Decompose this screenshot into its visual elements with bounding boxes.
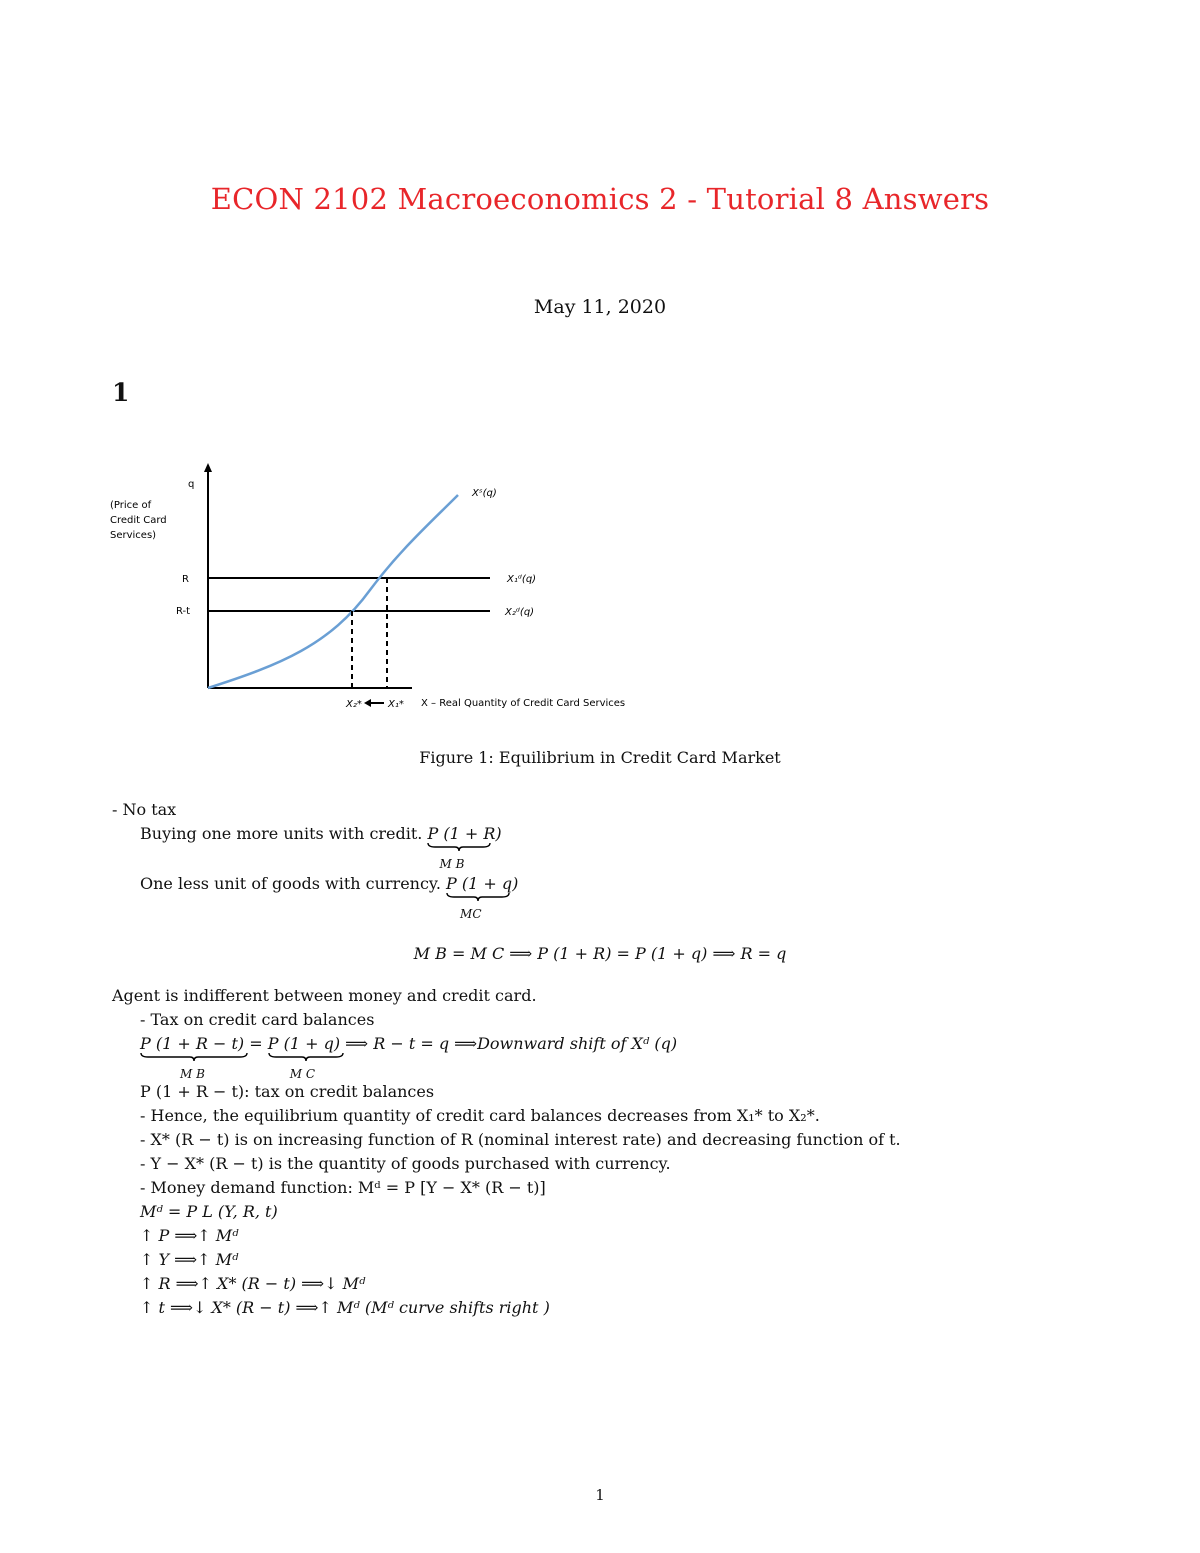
tax-mc-expression — [267, 1034, 341, 1081]
x-axis-label: X – Real Quantity of Credit Card Services — [421, 698, 626, 709]
supply-curve — [208, 495, 458, 688]
tax-equals: = — [244, 1034, 268, 1053]
mc-line — [140, 874, 519, 921]
tick-label-r-minus-t: R-t — [176, 606, 191, 617]
mc-underbrace-label: MC — [460, 907, 482, 921]
mb-math: P (1 + R) — [427, 824, 502, 843]
mb-underbrace-label: M B — [439, 857, 465, 871]
equilibrium-equation: M B = M C ⟹ P (1 + R) = P (1 + q) ⟹ R = q — [413, 944, 787, 963]
document-date: May 11, 2020 — [533, 296, 667, 318]
y-axis-label-line3: Credit Card — [110, 515, 167, 526]
income-effect-line: ↑ Y ⟹↑ Mᵈ — [140, 1250, 239, 1269]
mc-line-text: One less unit of goods with currency. — [140, 874, 441, 893]
tax-result: ⟹ R − t = q ⟹Downward shift of Xᵈ (q) — [340, 1034, 678, 1053]
mb-underbrace — [427, 842, 491, 852]
mc-underbrace — [446, 892, 510, 902]
mc-math: P (1 + q) — [446, 874, 519, 893]
tax-mc-label: M C — [289, 1067, 316, 1081]
increasing-function-line: - X* (R − t) is on increasing function of R (nominal interest rate) and decreasing function of t. — [140, 1130, 901, 1149]
md-function-line: Mᵈ = P L (Y, R, t) — [140, 1202, 278, 1221]
section-heading: 1 — [112, 378, 130, 407]
currency-goods-line: - Y − X* (R − t) is the quantity of goods purchased with currency. — [140, 1154, 671, 1173]
y-axis-label-q: q — [188, 479, 195, 490]
y-axis-label-line2: (Price of — [110, 500, 152, 511]
x1-star-label: X₁* — [388, 699, 404, 710]
credit-card-market-figure — [100, 455, 660, 715]
money-demand-line: - Money demand function: Mᵈ = P [Y − X* (R − t)] — [140, 1178, 546, 1197]
tax-mb-math: P (1 + R − t) — [140, 1034, 245, 1053]
supply-curve-label: Xˢ(q) — [472, 488, 497, 499]
tax-mc-math: P (1 + q) — [267, 1034, 341, 1053]
tax-mb-expression — [140, 1034, 245, 1081]
shift-arrow-head — [364, 699, 371, 707]
y-axis-label-line4: Services) — [110, 530, 157, 541]
demand-curve-1-label: X₁ᵈ(q) — [507, 574, 537, 585]
tax-mc-underbrace — [268, 1052, 344, 1062]
tax-mb-underbrace — [140, 1052, 248, 1062]
figure-caption: Figure 1: Equilibrium in Credit Card Market — [419, 748, 781, 767]
mc-expression — [446, 874, 519, 921]
indifferent-sentence: Agent is indifferent between money and credit card. — [112, 986, 537, 1005]
hence-line: - Hence, the equilibrium quantity of credit card balances decreases from X₁* to X₂*. — [140, 1106, 820, 1125]
y-axis-arrow — [204, 463, 212, 472]
page-number: 1 — [595, 1486, 605, 1504]
tax-on-credit-line: P (1 + R − t): tax on credit balances — [140, 1082, 435, 1101]
mb-expression — [427, 824, 502, 871]
demand-curve-2-label: X₂ᵈ(q) — [505, 607, 535, 618]
interest-effect-line: ↑ R ⟹↑ X* (R − t) ⟹↓ Mᵈ — [140, 1274, 366, 1293]
mb-line — [140, 824, 502, 871]
tick-label-r: R — [182, 574, 189, 585]
mb-line-text: Buying one more units with credit. — [140, 824, 423, 843]
x2-star-label: X₂* — [346, 699, 362, 710]
tax-mb-label: M B — [180, 1067, 205, 1081]
page-title: ECON 2102 Macroeconomics 2 - Tutorial 8 Answers — [210, 182, 990, 216]
tax-equation-line — [140, 1034, 678, 1081]
tax-effect-line: ↑ t ⟹↓ X* (R − t) ⟹↑ Mᵈ (Mᵈ curve shifts right ) — [140, 1298, 550, 1317]
price-effect-line: ↑ P ⟹↑ Mᵈ — [140, 1226, 239, 1245]
tax-heading: - Tax on credit card balances — [140, 1010, 375, 1029]
no-tax-heading: - No tax — [112, 800, 177, 819]
